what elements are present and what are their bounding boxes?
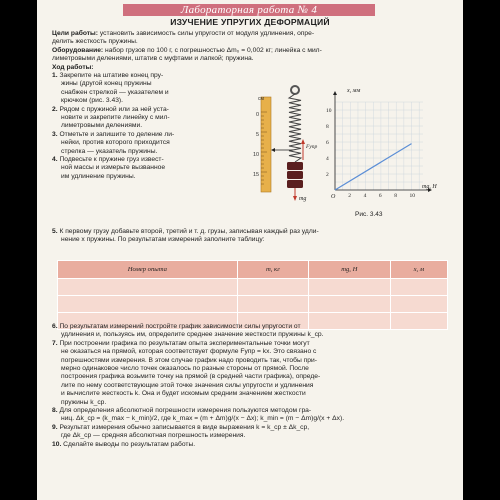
bottom-step-2 xyxy=(52,407,457,424)
weight-1 xyxy=(287,162,303,170)
goals-label: Цели работы: xyxy=(52,30,98,37)
table-header-cell: x, м xyxy=(390,261,447,279)
x-tick-label: 6 xyxy=(378,193,382,199)
step-text: удлинения и, пользуясь им, определите среднее значение жесткости пружины k_ср. xyxy=(61,331,324,339)
left-step-0 xyxy=(52,72,232,106)
y-tick-label: 6 xyxy=(326,140,329,146)
step-5 xyxy=(52,228,457,245)
bottom-step-0 xyxy=(52,323,457,340)
figure-3-43 xyxy=(227,80,455,218)
table-cell xyxy=(58,279,238,296)
step-text: По результатам измерений постройте график зависимости силы упругости от xyxy=(59,323,301,330)
left-step-2 xyxy=(52,131,232,156)
page-title: ИЗУЧЕНИЕ УПРУГИХ ДЕФОРМАЦИЙ xyxy=(170,17,330,27)
step-number: 2. xyxy=(52,105,60,113)
elastic-force-arrowhead xyxy=(301,139,305,144)
figure-caption: Рис. 3.43 xyxy=(355,211,383,218)
step-5-item-0 xyxy=(52,228,457,245)
origin-label: O xyxy=(331,194,336,200)
bottom-step-1 xyxy=(52,340,457,407)
step-text: ной массы и измерьте вызванное xyxy=(61,164,166,172)
step-number: 6. xyxy=(52,323,60,330)
step-text: новите и закрепите линейку с мил- xyxy=(61,114,170,122)
bottom-step-4 xyxy=(52,441,457,449)
step-text: нение x пружины. По результатам измерений заполните таблицу: xyxy=(61,236,265,244)
table-cell xyxy=(390,279,447,296)
goals-block xyxy=(52,30,452,47)
step-text: лиметровыми делениями. xyxy=(61,122,143,130)
ruler-tick-label: 0 xyxy=(256,112,260,118)
equipment-label: Оборудование: xyxy=(52,47,104,54)
step-number: 8. xyxy=(52,407,60,415)
left-step-1 xyxy=(52,106,232,131)
step-text: нейки, против которого приходится xyxy=(61,139,170,147)
step-text: ниц. Δk_ср = (k_max − k_min)/2, где k_max = (m + Δm)g/(x − Δx); k_min = (m − Δm)g/(x + Δx). xyxy=(61,415,345,423)
weight-arrowhead xyxy=(293,196,297,201)
step-text: При построении графика по результатам опыта экспериментальные точки могут xyxy=(59,339,310,347)
spring xyxy=(289,94,301,162)
weight-3 xyxy=(287,180,303,188)
step-text: Закрепите на штативе конец пру- xyxy=(59,72,164,79)
step-text: Отметьте и запишите то деление ли- xyxy=(59,130,175,138)
step-text: Для определения абсолютной погрешности измерения пользуются методом гра- xyxy=(59,407,312,415)
step-text: снабжен стрелкой — указателем и xyxy=(61,88,169,96)
y-axis-label: x, мм xyxy=(347,88,361,94)
steps-left-column xyxy=(52,72,232,181)
table-header-cell: Номер опыта xyxy=(58,261,238,279)
textbook-page xyxy=(37,0,463,500)
step-text: погрешностями измерения. В этом случае график надо проводить так, чтобы при- xyxy=(61,356,317,364)
table-header-row xyxy=(58,261,448,279)
hook-icon xyxy=(291,86,299,94)
y-tick-label: 4 xyxy=(326,156,329,162)
step-text: стрелка — указатель пружины. xyxy=(61,147,158,155)
weight-2 xyxy=(287,171,303,179)
x-tick-label: 10 xyxy=(409,193,416,199)
ruler-unit: см xyxy=(258,96,264,102)
y-tick-label: 8 xyxy=(326,124,329,130)
weight-label: mg xyxy=(299,196,307,202)
equipment-line2: лиметровыми делениями, штатив с муфтами и лапкой; пружина. xyxy=(52,55,254,63)
step-text: мерно одинаковое число точек оказалось по разные стороны от прямой. После xyxy=(61,365,309,373)
y-tick-label: 2 xyxy=(326,172,329,178)
table-header-cell: m, кг xyxy=(237,261,308,279)
step-text: где Δk_ср — средняя абсолютная погрешность измерения. xyxy=(61,432,246,440)
step-text: лите по нему соответствующие этой точке значения силы упругости и удлинения xyxy=(61,381,314,389)
ruler-tick-label: 15 xyxy=(253,172,260,178)
step-text: им удлинение пружины. xyxy=(61,172,136,180)
table-body xyxy=(58,279,448,330)
equipment-block xyxy=(52,47,452,64)
table-row xyxy=(58,296,448,313)
step-text: Подвесьте к пружине груз извест- xyxy=(59,156,164,164)
procedure-label: Ход работы: xyxy=(52,64,94,71)
y-tick-label: 10 xyxy=(326,108,332,114)
ruler xyxy=(261,97,271,192)
x-tick-label: 4 xyxy=(363,193,367,199)
step-text: пружины k_ср. xyxy=(61,398,107,406)
table-cell xyxy=(309,279,391,296)
y-axis-arrow xyxy=(333,91,337,95)
table-cell xyxy=(309,296,391,313)
step-text: не оказаться на прямой, которая соответствует формуле Fупр = kx. Это связано с xyxy=(61,348,317,356)
equipment-line1: набор грузов по 100 г, с погрешностью Δm₀ = 0,002 кг; линейка с мил- xyxy=(105,47,322,54)
lab-header: Лабораторная работа № 4 xyxy=(123,4,375,16)
step-number: 7. xyxy=(52,339,60,347)
table-row xyxy=(58,279,448,296)
table-cell xyxy=(237,296,308,313)
step-number: 1. xyxy=(52,72,60,79)
step-text: жины (другой конец пружины xyxy=(61,80,152,88)
step-text: крючком (рис. 3.43). xyxy=(61,97,124,105)
table-cell xyxy=(390,296,447,313)
step-text: Рядом с пружиной или за ней уста- xyxy=(59,105,169,113)
step-number: 3. xyxy=(52,130,60,138)
step-number: 10. xyxy=(52,440,64,448)
left-step-3 xyxy=(52,156,232,181)
figure-svg xyxy=(227,80,455,218)
table-cell xyxy=(58,296,238,313)
steps-bottom xyxy=(52,323,457,449)
x-axis-label: mg, Н xyxy=(422,184,437,190)
pointer-arrowhead xyxy=(271,148,275,152)
x-tick-label: 8 xyxy=(394,193,397,199)
step-text: Сделайте выводы по результатам работы. xyxy=(63,440,196,448)
results-table xyxy=(57,260,448,330)
step-text: и вычислите жесткость k. Она и будет искомым средним значением жесткости xyxy=(61,390,306,398)
ruler-tick-label: 10 xyxy=(253,152,260,158)
step-text: построения графика возьмите точку на прямой (в средней части графика), опреде- xyxy=(61,373,321,381)
step-number: 9. xyxy=(52,423,60,431)
step-text: Результат измерения обычно записывается в виде выражения k = k_ср ± Δk_ср, xyxy=(59,423,310,431)
step-text: К первому грузу добавьте второй, третий и т. д. грузы, записывая каждый раз удли- xyxy=(59,228,319,235)
ruler-tick-label: 5 xyxy=(256,132,260,138)
x-tick-label: 2 xyxy=(348,193,352,199)
table-header-cell: mg, Н xyxy=(309,261,391,279)
step-number: 5. xyxy=(52,228,60,235)
table-cell xyxy=(237,279,308,296)
step-number: 4. xyxy=(52,156,60,164)
bottom-step-3 xyxy=(52,424,457,441)
force-label: Fупр xyxy=(306,144,318,150)
goals-line2: делить жесткость пружины. xyxy=(52,38,138,46)
goals-line1: установить зависимость силы упругости от модуля удлинения, опре- xyxy=(99,30,315,37)
graph xyxy=(326,91,432,199)
